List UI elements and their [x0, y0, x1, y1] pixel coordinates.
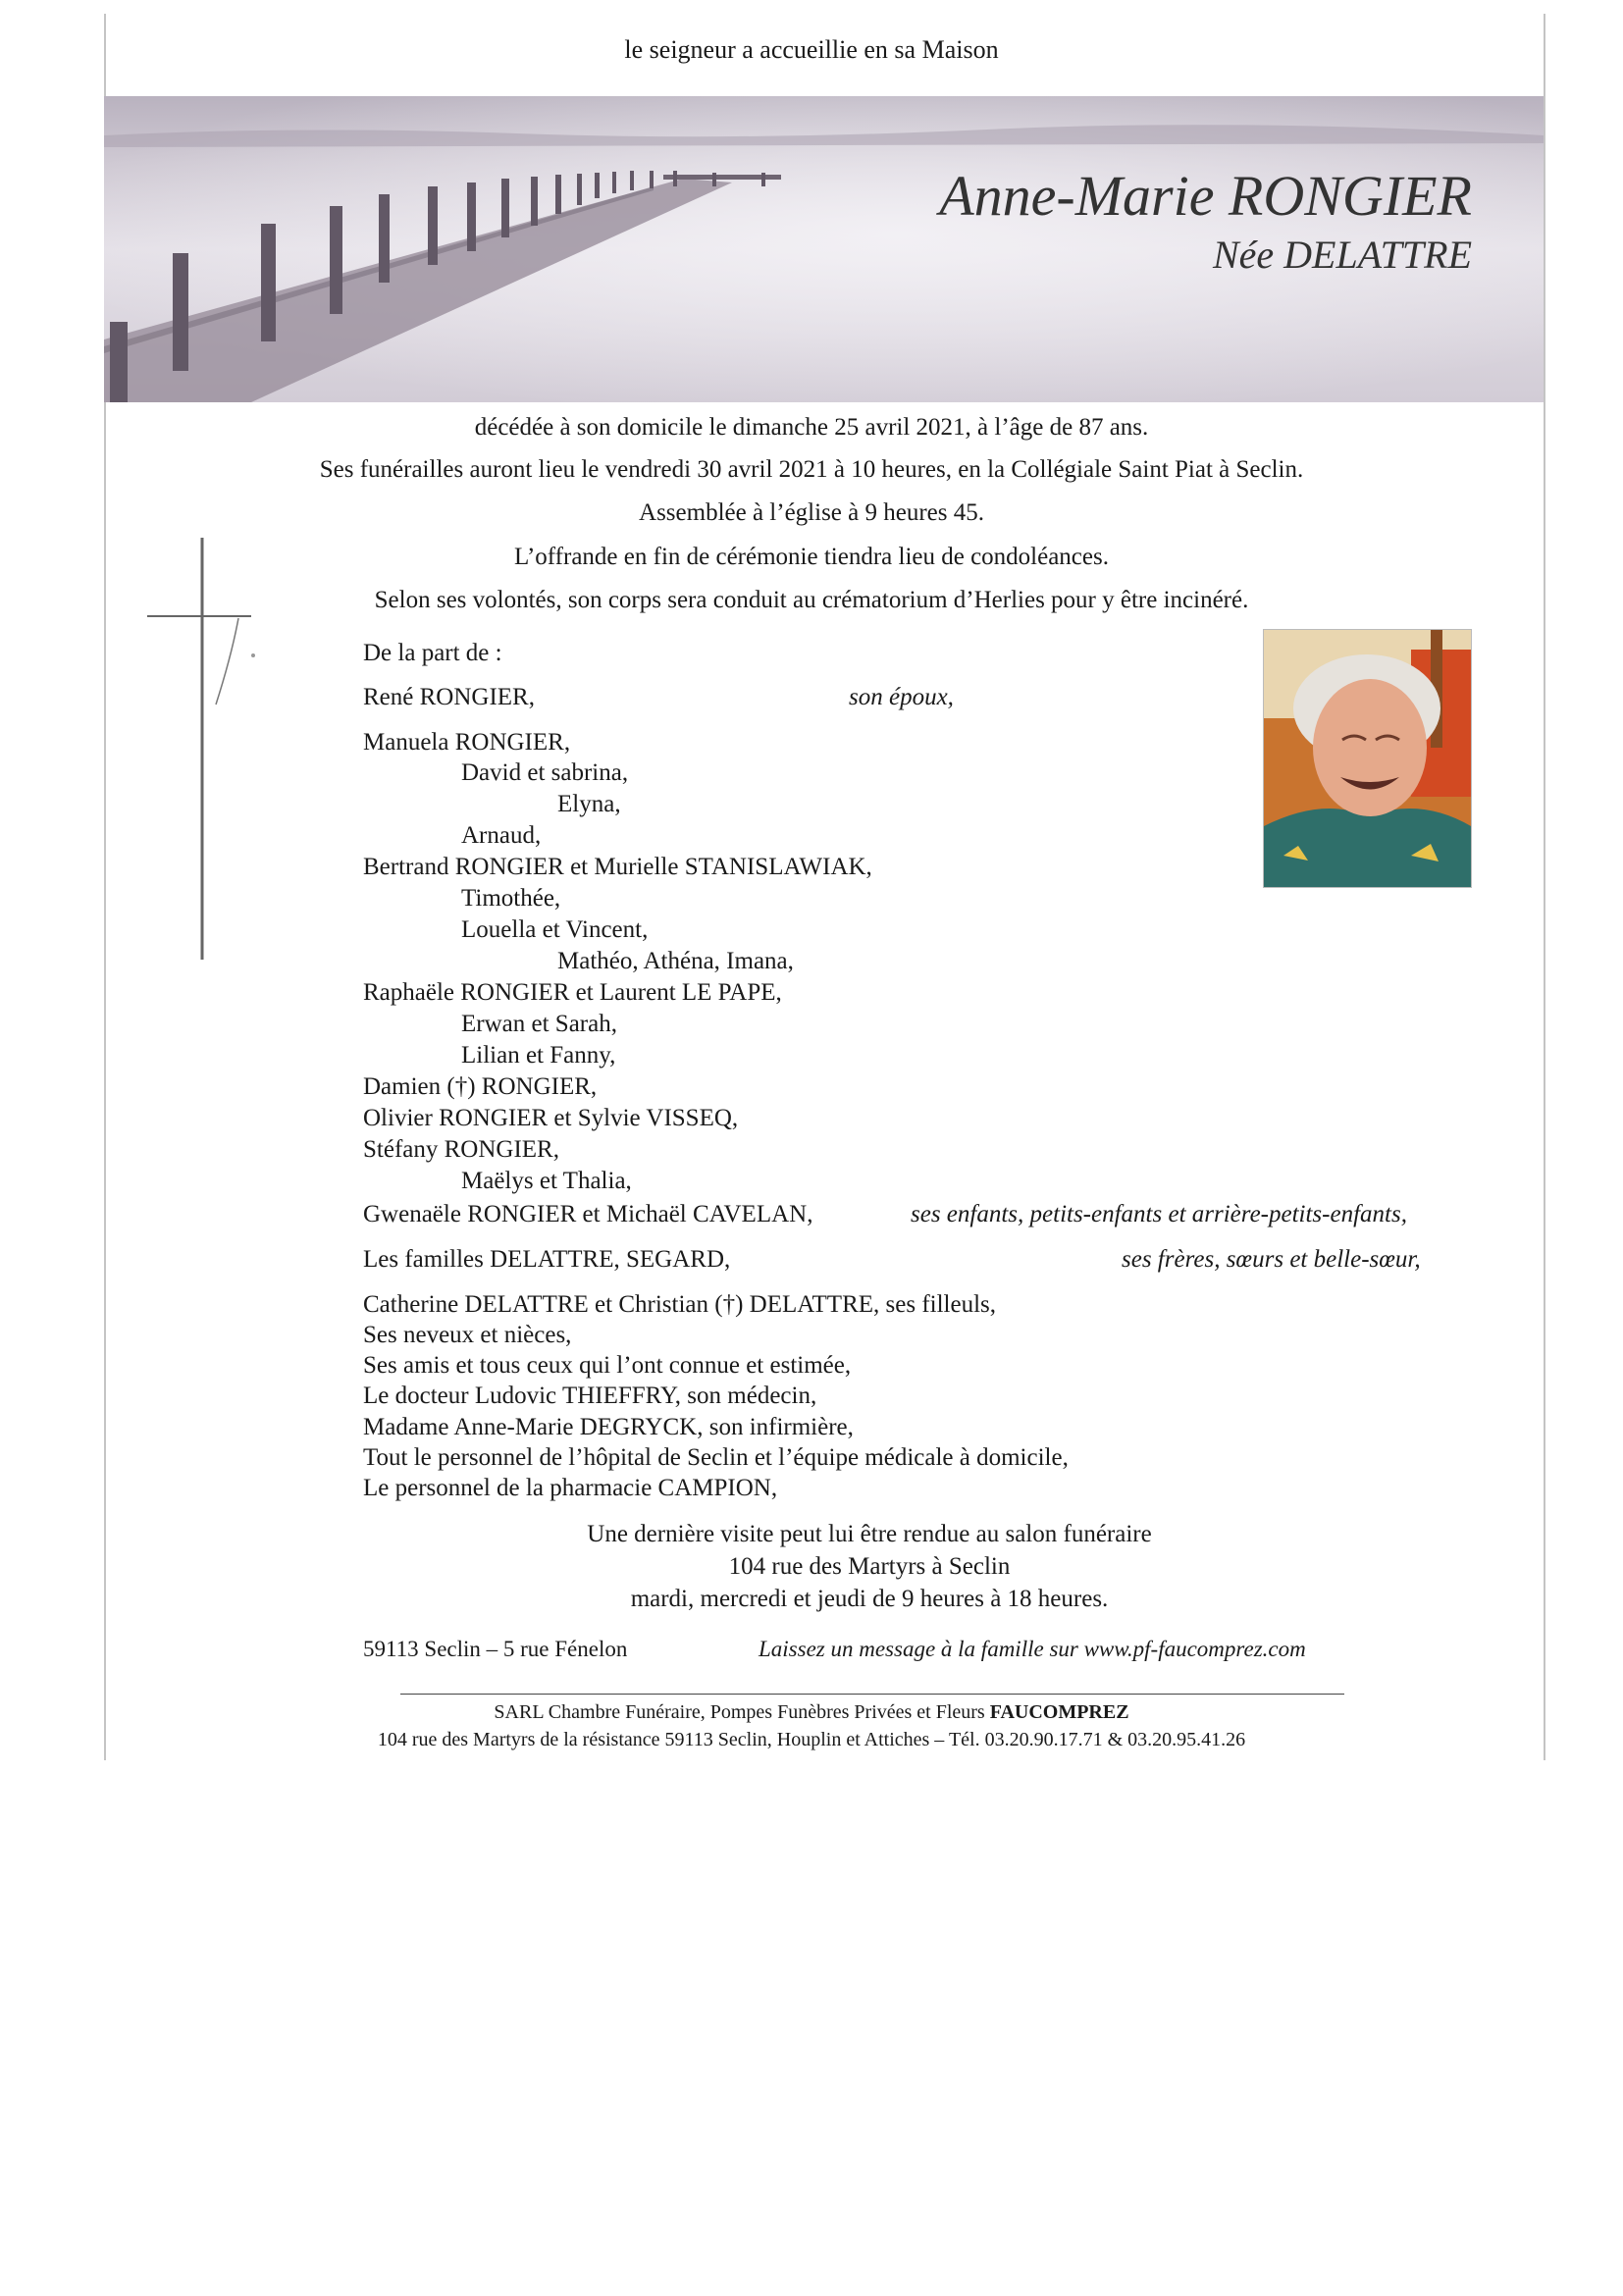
family-member: Stéfany RONGIER, — [363, 1136, 559, 1163]
announcement-line: Assemblée à l’église à 9 heures 45. — [639, 499, 984, 526]
other-mourner: Catherine DELATTRE et Christian (†) DELATTRE, ses filleuls, — [363, 1291, 997, 1318]
family-member: Louella et Vincent, — [461, 916, 649, 943]
family-member: Damien (†) RONGIER, — [363, 1073, 598, 1100]
announcement-line: décédée à son domicile le dimanche 25 avril 2021, à l’âge de 87 ans. — [474, 414, 1149, 441]
spouse-role: son époux, — [849, 684, 954, 710]
visit-line: Une dernière visite peut lui être rendue au salon funéraire — [587, 1521, 1152, 1547]
announcement-line: L’offrande en fin de cérémonie tiendra lieu de condoléances. — [514, 544, 1109, 570]
other-mourner: Ses neveux et nièces, — [363, 1322, 572, 1348]
footer-company — [0, 1701, 1623, 1724]
announcement-line: Selon ses volontés, son corps sera conduit au crématorium d’Herlies pour y être incinéré. — [374, 587, 1249, 613]
family-member: Maëlys et Thalia, — [461, 1168, 632, 1194]
footer-company-name: FAUCOMPREZ — [989, 1701, 1129, 1723]
visit-line: mardi, mercredi et jeudi de 9 heures à 18 heures. — [630, 1586, 1109, 1612]
other-mourner: Le personnel de la pharmacie CAMPION, — [363, 1475, 778, 1501]
other-mourner: Tout le personnel de l’hôpital de Seclin et l’équipe médicale à domicile, — [363, 1444, 1069, 1471]
footer-address: 104 rue des Martyrs de la résistance 59113 Seclin, Houplin et Attiches – Tél. 03.20.90.17.71 & 03.20.95.41.26 — [377, 1729, 1246, 1750]
siblings-role: ses frères, sœurs et belle-sœur, — [1122, 1246, 1421, 1273]
family-member: Timothée, — [461, 885, 561, 912]
other-mourner: Madame Anne-Marie DEGRYCK, son infirmière, — [363, 1414, 854, 1440]
family-member: Gwenaële RONGIER et Michaël CAVELAN, — [363, 1201, 813, 1227]
other-mourner: Le docteur Ludovic THIEFFRY, son médecin, — [363, 1383, 817, 1409]
family-member: Erwan et Sarah, — [461, 1011, 617, 1037]
deceased-name: Anne-Marie RONGIER — [939, 164, 1472, 228]
family-member: Mathéo, Athéna, Imana, — [557, 948, 794, 974]
maiden-name: Née DELATTRE — [1212, 233, 1472, 277]
website-message: Laissez un message à la famille sur www.pf-faucomprez.com — [759, 1637, 1306, 1661]
family-member: Raphaële RONGIER et Laurent LE PAPE, — [363, 979, 782, 1006]
family-member: David et sabrina, — [461, 759, 629, 786]
address: 59113 Seclin – 5 rue Fénelon — [363, 1637, 628, 1661]
visit-line: 104 rue des Martyrs à Seclin — [728, 1553, 1011, 1580]
right-border-line — [1544, 14, 1545, 1760]
families-line: Les familles DELATTRE, SEGARD, — [363, 1246, 731, 1273]
portrait-photo — [1263, 629, 1472, 888]
family-member: Lilian et Fanny, — [461, 1042, 616, 1069]
children-role: ses enfants, petits-enfants et arrière-petits-enfants, — [911, 1201, 1407, 1227]
top-text: le seigneur a accueillie en sa Maison — [624, 35, 999, 64]
family-member: Olivier RONGIER et Sylvie VISSEQ, — [363, 1105, 739, 1131]
family-intro: De la part de : — [363, 640, 502, 666]
footer-divider — [400, 1694, 1344, 1695]
cross-icon — [147, 538, 255, 960]
family-member: Manuela RONGIER, — [363, 729, 571, 756]
spouse-name: René RONGIER, — [363, 684, 535, 710]
announcement-line: Ses funérailles auront lieu le vendredi 30 avril 2021 à 10 heures, en la Collégiale Saint Piat à Seclin. — [319, 456, 1304, 483]
footer-company-prefix: SARL Chambre Funéraire, Pompes Funèbres Privées et Fleurs — [494, 1701, 985, 1723]
family-member: Arnaud, — [461, 822, 542, 849]
family-member: Elyna, — [557, 791, 621, 817]
family-member: Bertrand RONGIER et Murielle STANISLAWIAK, — [363, 854, 872, 880]
other-mourner: Ses amis et tous ceux qui l’ont connue et estimée, — [363, 1352, 852, 1379]
